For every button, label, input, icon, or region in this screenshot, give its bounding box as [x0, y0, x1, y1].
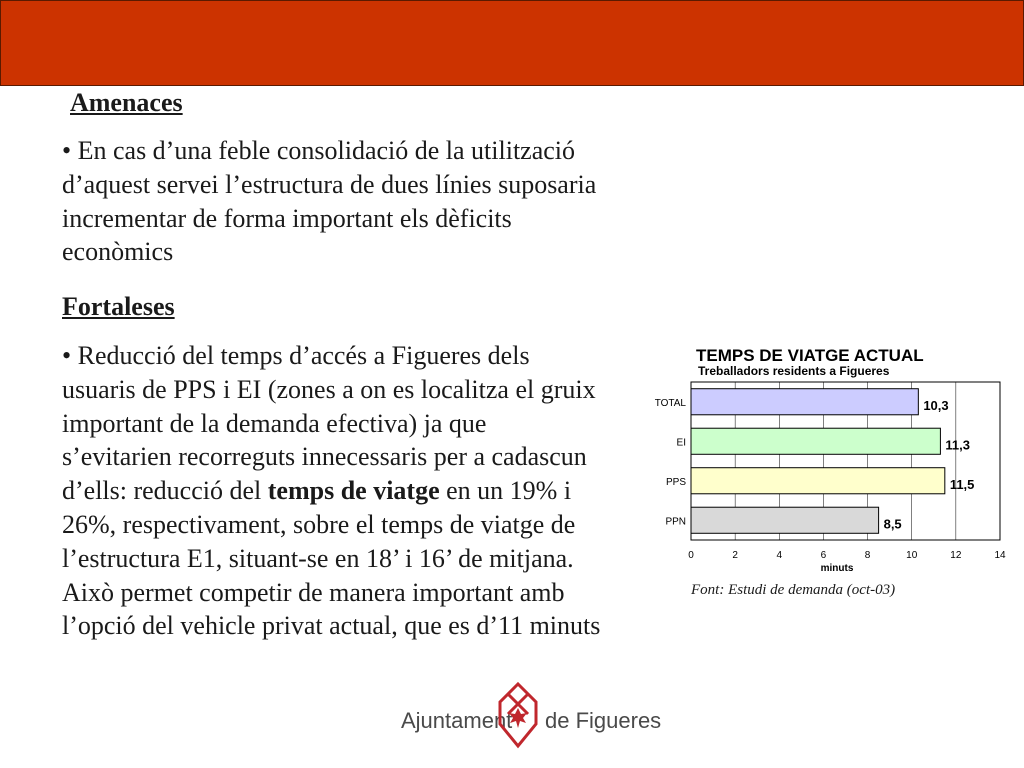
heading-threats: Amenaces	[70, 88, 183, 117]
category-label: PPS	[665, 476, 686, 488]
data-label: 8,5	[883, 516, 902, 532]
threat-bullet: • En cas d’una feble consolidació de la utilització d’aquest servei l’estructura de dues línies suposaria incrementar de forma important els dèficits econòmics	[62, 136, 597, 267]
x-tick-label: 14	[994, 550, 1006, 561]
footer-de-figueres: de Figueres	[545, 708, 662, 733]
bar	[691, 428, 940, 454]
category-label: PPN	[665, 516, 686, 528]
chart-source: Font: Estudi de demanda (oct-03)	[691, 582, 896, 598]
bar	[691, 507, 879, 533]
category-label: EI	[676, 437, 686, 449]
x-tick-label: 10	[906, 550, 918, 561]
figueres-coat-of-arms-logo	[496, 680, 540, 750]
footer-ajuntament: Ajuntament	[401, 708, 513, 733]
strength-bullet	[62, 339, 602, 643]
x-tick-label: 2	[732, 550, 738, 561]
travel-time-chart	[640, 340, 1020, 610]
bar	[691, 468, 945, 494]
data-label: 11,5	[949, 476, 975, 492]
chart-title: TEMPS DE VIATGE ACTUAL	[696, 346, 924, 365]
title-bar	[0, 0, 1024, 86]
plot-area	[655, 382, 1006, 561]
category-label: TOTAL	[654, 397, 686, 409]
strength-text-part2: en un 19% i 26%, respectivament, sobre el temps de viatge de l’estructura E1, situant-se en 18’ i 16’ de mitjana. Això permet competir de manera important amb l’opció del vehicle privat actual, que es d’11 minuts	[62, 476, 601, 641]
data-label: 10,3	[923, 397, 949, 413]
heading-strengths: Fortaleses	[62, 292, 175, 321]
bar	[691, 389, 918, 415]
chart-subtitle: Treballadors residents a Figueres	[698, 364, 890, 378]
strength-text-part1: • Reducció del temps d’accés a Figueres dels usuaris de PPS i EI (zones a on es localitza el gruix important de la demanda efectiva) ja que s’evitarien recorreguts innecessaris per a cadascun d’ells: reducció del	[62, 341, 596, 506]
x-axis-label: minuts	[820, 563, 854, 574]
x-tick-label: 0	[688, 550, 694, 561]
x-tick-label: 6	[820, 550, 827, 561]
data-label: 11,3	[945, 437, 971, 453]
strength-text-bold: temps de viatge	[267, 476, 440, 506]
x-tick-label: 4	[776, 550, 783, 561]
x-tick-label: 8	[864, 550, 871, 561]
x-tick-label: 12	[950, 550, 962, 561]
